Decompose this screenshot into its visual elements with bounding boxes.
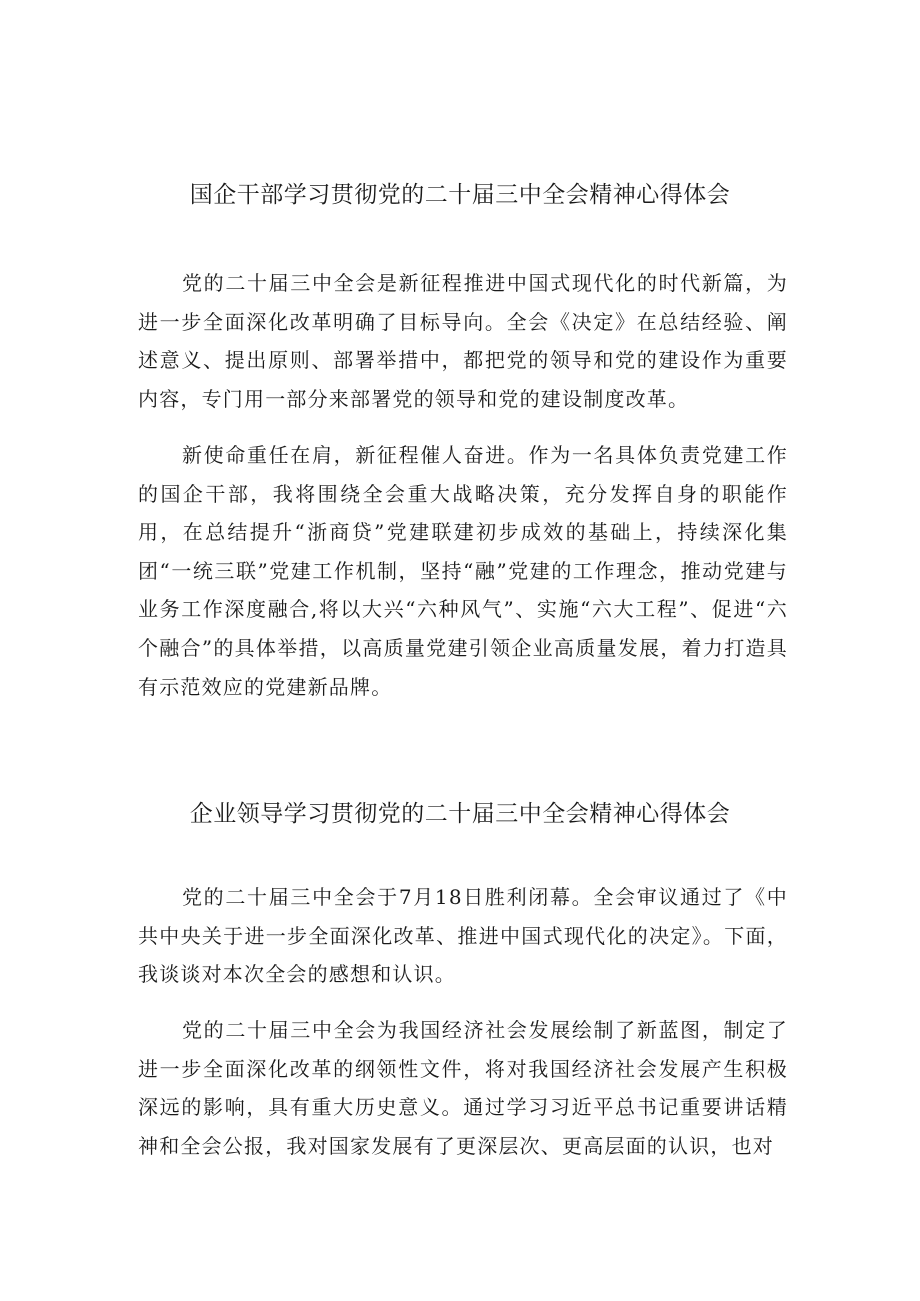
article-2-paragraph-2: 党的二十届三中全会为我国经济社会发展绘制了新蓝图，制定了进一步全面深化改革的纲领性文件，将对我国经济社会发展产生积极深远的影响，具有重大历史意义。通过学习习近平总书记重要讲话精神和全会公报，我对国家发展有了更深层次、更高层面的认识，也对 xyxy=(138,1018,788,1158)
article-2-title: 企业领导学习贯彻党的二十届三中全会精神心得体会 xyxy=(189,801,731,827)
article-1-paragraph-1: 党的二十届三中全会是新征程推进中国式现代化的时代新篇，为进一步全面深化改革明确了目标导向。全会《决定》在总结经验、阐述意义、提出原则、部署举措中，都把党的领导和党的建设作为重要内容，专门用一部分来部署党的领导和党的建设制度改革。 xyxy=(138,271,788,411)
article-1-paragraph-2: 新使命重任在肩，新征程催人奋进。作为一名具体负责党建工作的国企干部，我将围绕全会重大战略决策，充分发挥自身的职能作用，在总结提升“浙商贷”党建联建初步成效的基础上，持续深化集团“一统三联”党建工作机制，坚持“融”党建的工作理念，推动党建与业务工作深度融合,将以大兴“六种风气”、实施“六大工程”、促进“六个融合”的具体举措，以高质量党建引领企业高质量发展，着力打造具有示范效应的党建新品牌。 xyxy=(138,443,788,699)
article-2-paragraph-1: 党的二十届三中全会于7月18日胜利闭幕。全会审议通过了《中共中央关于进一步全面深化改革、推进中国式现代化的决定》。下面，我谈谈对本次全会的感想和认识。 xyxy=(138,885,788,987)
article-1-title: 国企干部学习贯彻党的二十届三中全会精神心得体会 xyxy=(189,182,731,208)
